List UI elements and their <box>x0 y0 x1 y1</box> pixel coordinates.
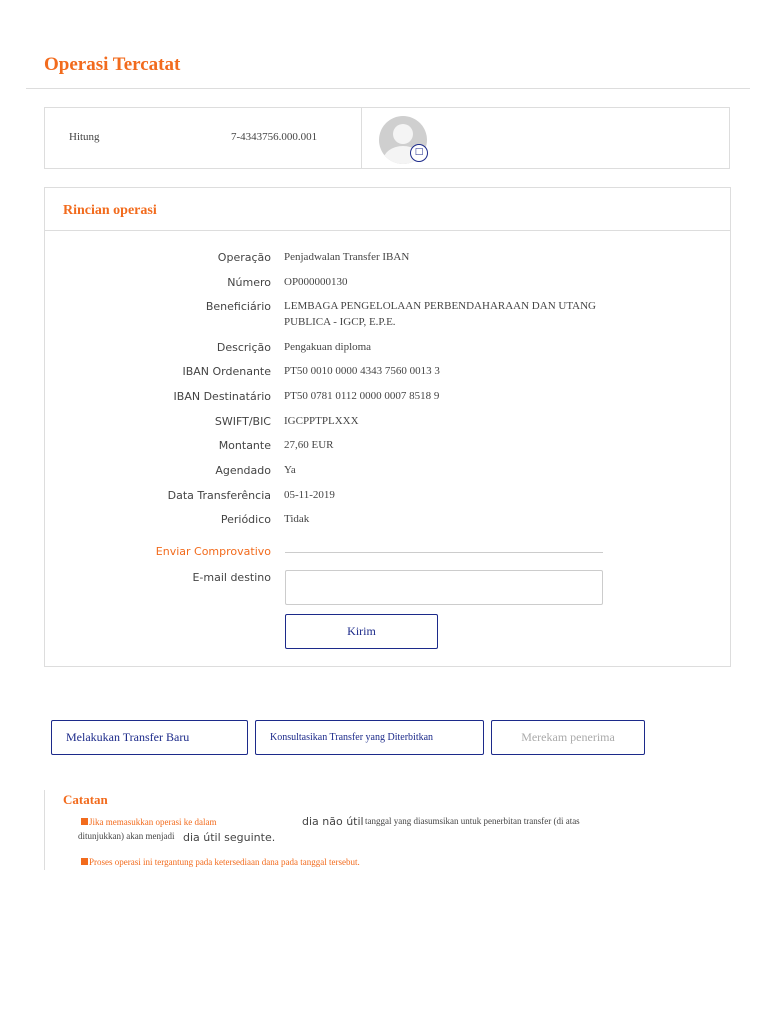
avatar-head <box>393 124 413 144</box>
label-beneficiary: Beneficiário <box>205 300 271 313</box>
bullet-icon <box>81 818 88 825</box>
value-transfer-date: 05-11-2019 <box>284 489 335 501</box>
value-number: OP000000130 <box>284 276 348 288</box>
note-1-part-c: tanggal yang diasumsikan untuk penerbitan transfer (di atas <box>365 816 580 826</box>
value-iban-recipient: PT50 0781 0112 0000 0007 8518 9 <box>284 390 440 402</box>
title-divider <box>26 88 750 89</box>
new-transfer-button[interactable]: Melakukan Transfer Baru <box>51 720 248 755</box>
note-1-part-b: dia não útil <box>302 815 364 828</box>
email-label: E-mail destino <box>192 571 271 584</box>
value-operation: Penjadwalan Transfer IBAN <box>284 251 410 263</box>
label-periodic: Periódico <box>220 513 271 526</box>
send-receipt-divider <box>285 552 603 553</box>
send-receipt-heading: Enviar Comprovativo <box>155 545 271 558</box>
notes-title: Catatan <box>63 792 108 807</box>
label-iban-recipient: IBAN Destinatário <box>173 390 271 403</box>
label-number: Número <box>227 276 271 289</box>
label-transfer-date: Data Transferência <box>167 489 271 502</box>
note-1-line-1 <box>81 817 216 827</box>
details-divider <box>45 230 730 231</box>
notes-border <box>44 790 45 870</box>
note-1-part-a: Jika memasukkan operasi ke dalam <box>89 817 217 827</box>
value-swift: IGCPPTPLXXX <box>284 415 359 427</box>
info-icon[interactable]: □ <box>410 144 428 162</box>
send-button[interactable]: Kirim <box>285 614 438 649</box>
account-number: 7-4343756.000.001 <box>231 131 318 143</box>
note-1-part-e: dia útil seguinte <box>183 831 272 844</box>
email-field[interactable] <box>285 570 603 605</box>
page-title: Operasi Tercatat <box>44 54 181 75</box>
details-card <box>44 187 731 667</box>
value-periodic: Tidak <box>284 513 310 525</box>
account-divider <box>361 108 362 168</box>
label-scheduled: Agendado <box>215 464 271 477</box>
account-card <box>44 107 730 169</box>
record-recipient-button[interactable]: Merekam penerima <box>491 720 645 755</box>
value-iban-ordering: PT50 0010 0000 4343 7560 0013 3 <box>284 365 440 377</box>
details-title: Rincian operasi <box>63 203 157 218</box>
note-1-part-d: ditunjukkan) akan menjadi <box>78 831 175 841</box>
label-iban-ordering: IBAN Ordenante <box>182 365 271 378</box>
note-1-part-f: . <box>271 831 276 844</box>
label-swift: SWIFT/BIC <box>214 415 271 428</box>
note-2-text: Proses operasi ini tergantung pada ketersediaan dana pada tanggal tersebut. <box>89 857 360 867</box>
note-1-line-2 <box>183 831 275 844</box>
label-description: Descrição <box>216 341 271 354</box>
consult-transfers-button[interactable]: Konsultasikan Transfer yang Diterbitkan <box>255 720 484 755</box>
bullet-icon <box>81 858 88 865</box>
value-scheduled: Ya <box>284 464 296 476</box>
label-amount: Montante <box>218 439 271 452</box>
value-beneficiary: LEMBAGA PENGELOLAAN PERBENDAHARAAN DAN UTANG PUBLICA - IGCP, E.P.E. <box>284 300 597 328</box>
value-amount: 27,60 EUR <box>284 439 334 451</box>
account-label: Hitung <box>69 131 100 143</box>
note-2 <box>81 857 360 867</box>
value-description: Pengakuan diploma <box>284 341 372 353</box>
label-operation: Operação <box>217 251 271 264</box>
